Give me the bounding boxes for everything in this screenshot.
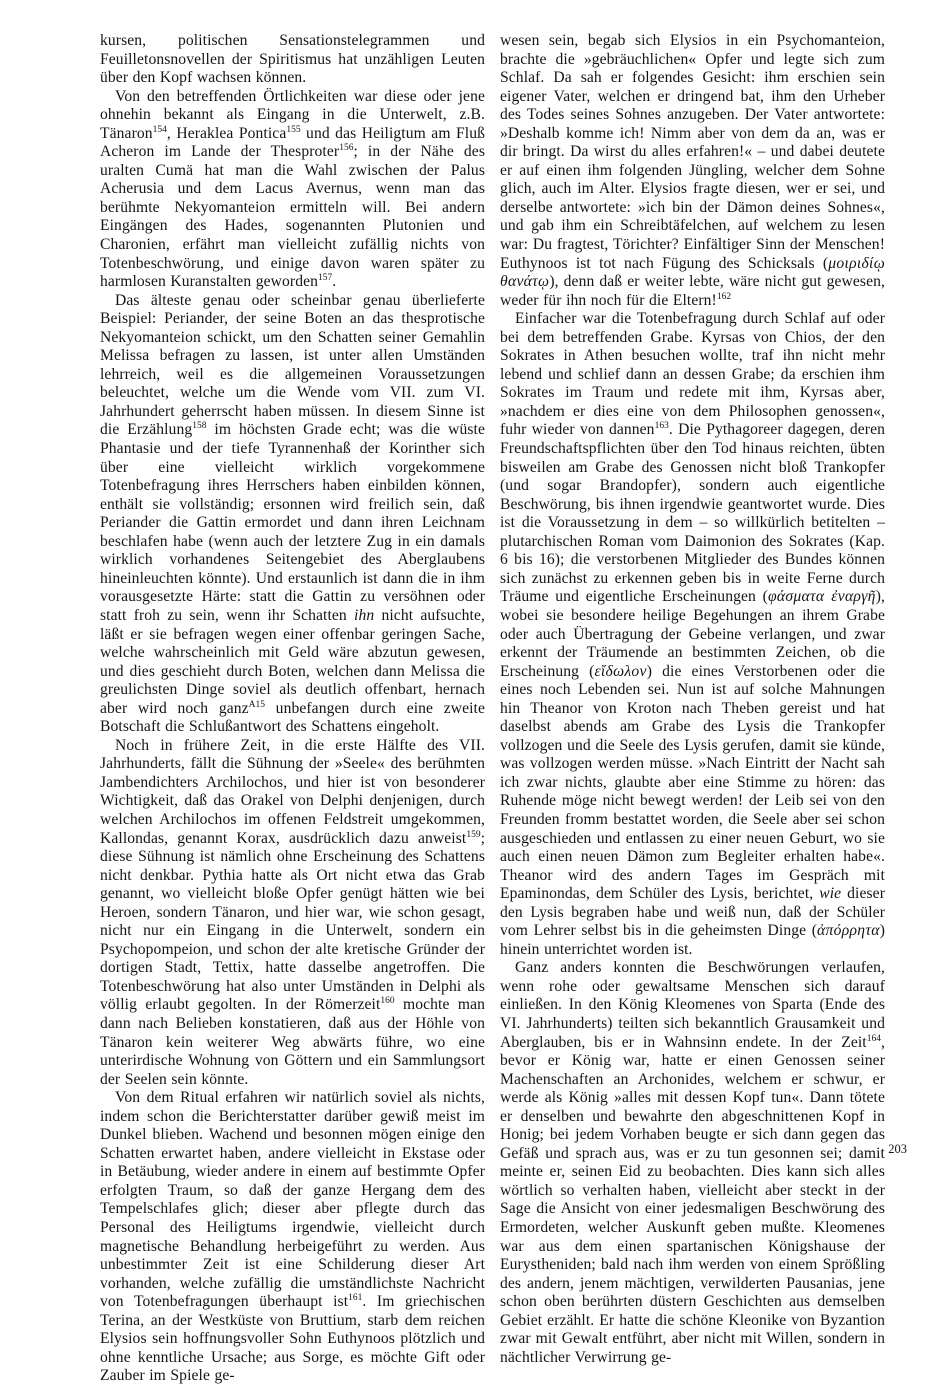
text-columns — [100, 32, 885, 1386]
paragraph: Das älteste genau oder scheinbar genau überlieferte Beispiel: Periander, der seine Boten an das thesprotische Nekyomanteion schickt, um den Schatten seiner Gemahlin Melissa befragen zu lassen, ist unter allen Umständen lehrreich, weil es die allgemeinen Voraussetzungen beleuchtet, welche um die Wende vom VII. zum VI. Jahrhundert geherrscht haben müssen. In diesem Sinne ist die Erzählung$^{158}$ im höchsten Grade echt; was die wüste Phantasie und der tiefe Tyrannenhaß der Korinther sich über eine vielleicht wirklich vorgekommene Totenbefragung ihres Herrschers haben einbilden können, enthält sie vollständig; ersonnen wird freilich sein, daß Periander die Gattin ermordet und dann ihren Leichnam beschlafen habe (wenn auch der letztere Zug in ein damals wirklich vorhandenes Seitengebiet des Aberglaubens hineinleuchten könnte). Und erstaunlich ist dann die in ihm vorausgesetzte Härte: statt die Gattin zu versöhnen oder statt froh zu sein, wenn ihr Schatten ihn nicht aufsuchte, läßt er sie befragen wegen einer offenbar geringen Sache, welche wahrscheinlich mit Geld wäre abzutun gewesen, und dies geschieht durch Boten, welchen dann Melissa die greulichsten Dinge soviel als deutlich offenbart, hernach aber wird noch ganz$^{A15}$ unbefangen durch eine zweite Botschaft die Schlußantwort des Schattens eingeholt. — [100, 291, 485, 736]
footnote-ref: 160 — [380, 996, 395, 1007]
right-column — [500, 32, 885, 1386]
footnote-ref: 155 — [286, 124, 301, 135]
paragraph: kursen, politischen Sensationstelegrammen und Feuilletonsnovellen der Spiritismus hat unzähligen Leuten über den Kopf wachsen können. — [100, 32, 485, 87]
paragraph: Ganz anders konnten die Beschwörungen verlaufen, wenn rohe oder gewaltsame Menschen sich darauf einließen. In den König Kleomenes von Sparta (Ende des VI. Jahrhunderts) teilten sich bekanntlich Grausamkeit und Aberglauben, bis er in Wahnsinn endete. In der Zeit$^{164}$, bevor er König war, hatte er einen Genossen seiner Machenschaften an Archonides, welchem er schwur, er werde als König »alles mit dessen Kopf tun«. Dann tötete er denselben und bewahrte den abgeschnittenen Kopf in Honig; bei jedem Vorhaben beugte er sich dann gegen das Gefäß und sprach aus, was er zu tun gesonnen sei; damit meinte er, seinen Eid zu beobachten. Dies kann sich alles wörtlich so verhalten haben, vielleicht aber steckt in der Sage die Ansicht von einer jedesmaligen Beschwörung des Ermordeten, welcher Auskunft geben mußte. Kleomenes war aus dem einen spartanischen Königshause der Eurystheniden; bald nach ihm werden von einem Sprößling des andern, jenem mächtigen, verwilderten Pausanias, jene schon oben berührten düstern Geschichten aus demselben Gebiet erzählt. Er hatte die schöne Kleonike von Byzantion zwar mit Gewalt entführt, aber nicht mit Willen, sondern in nächtlicher Verwirrung ge- — [500, 959, 885, 1366]
greek-phrase: φάσματα ἐναργῆ — [767, 588, 876, 606]
greek-phrase: ἀπόρρητα — [817, 922, 880, 940]
emphasis: ihn — [354, 606, 375, 624]
left-column — [100, 32, 485, 1386]
footnote-ref: 162 — [716, 291, 732, 302]
footnote-ref: 164 — [866, 1033, 881, 1044]
footnote-ref: 159 — [466, 829, 481, 840]
footnote-ref: 158 — [192, 421, 207, 432]
footnote-ref: 161 — [348, 1293, 363, 1303]
emphasis: wie — [819, 885, 842, 903]
greek-phrase: εἴδωλον — [594, 662, 647, 680]
paragraph: Noch in frühere Zeit, in die erste Hälfte des VII. Jahrhunderts, fällt die Sühnung der »Seele« des berühmten Jambendichters Archilochos, und hier ist von besonderer Wichtigkeit, daß das Orakel von Delphi denjenigen, durch welchen Archilochos im offenen Feldstreit umgekommen, Kallondas, genannt Korax, ausdrücklich dazu anweist$^{159}$; diese Sühnung ist nämlich ohne Erscheinung des Schattens nicht denkbar. Pythia hatte als Ort nicht etwa das Grab genannt, wo vielleicht bloße Opfer genügt hätten wie bei Heroen, sondern Tänaron, und hier war, wie schon gesagt, nicht nur ein Eingang in die Unterwelt, sondern ein Psychopompeion, und schon der alte kretische Gründer der dortigen Stadt, Tettix, hatte dasselbe angetroffen. Die Totenbeschwörung hat also unter Umständen in Delphi als völlig erlaubt gegolten. In der Römerzeit$^{160}$ mochte man dann nach Belieben konstatieren, daß aus der Höhle von Tänaron kein weiterer Weg abwärts führe, wo eine unterirdische Wohnung von Göttern und ein Sammlungsort der Seelen sein könnte. — [100, 736, 485, 1088]
paragraph: Von den betreffenden Örtlichkeiten war diese oder jene ohnehin bekannt als Eingang in die Unterwelt, z.B. Tänaron$^{154}$, Heraklea Pontica$^{155}$ und das Heiligtum am Fluß Acheron im Lande der Thesproter$^{156}$; in der Nähe des uralten Cumä hat man die Wahl zwischen der Palus Acherusia und dem Lacus Avernus, wenn man das berühmte Nekyomanteion ermitteln will. Bei andern Eingängen des Hades, sogenannten Plutonien und Charonien, erfährt man vielleicht zufällig nichts von Totenbeschwörung, und einige davon waren später zu harmlosen Kuranstalten geworden$^{157}$. — [100, 87, 485, 291]
page-number: 203 — [888, 1142, 907, 1156]
paragraph: Von dem Ritual erfahren wir natürlich soviel als nichts, indem schon die Berichterstatter darüber gewiß meist im Dunkel blieben. Wachend und besonnen mögen einige den Schatten erwartet haben, andere vielleicht in Ekstase oder in Betäubung, wieder andere in einem auf bestimmte Opfer erfolgten Traum, so daß der ganze Hergang dem des Tempelschlafes glich; dieser aber pflegte durch das Personal des Heiligtums irgendwie, vielleicht durch magnetische Behandlung herbeigeführt zu werden. Aus unbestimmter Zeit ist eine Schilderung dieser Art vorhanden, welche zufällig die umständlichste Nachricht von Totenbefragungen überhaupt ist$^{161}$. Im griechischen Terina, an der Westküste von Bruttium, starb dem reichen Elysios sein hoffnungsvoller Sohn Euthynoos plötzlich und ohne kenntliche Ursache; aus Sorge, es möchte Gift oder Zauber im Spiele ge- — [100, 1089, 485, 1385]
footnote-ref: 156 — [339, 143, 354, 154]
footnote-ref: 154 — [152, 124, 167, 135]
greek-phrase: μοιριδίῳ θανάτῳ — [500, 254, 885, 291]
footnote-ref: A15 — [248, 699, 266, 710]
footnote-ref: 163 — [654, 421, 669, 432]
paragraph: wesen sein, begab sich Elysios in ein Psychomanteion, brachte die »gebräuchlichen« Opfer und legte sich zum Schlaf. Da sah er folgendes Gesicht: ihm erschien sein eigener Vater, welchen er dringend bat, ihm den Urheber des Todes seines Sohnes anzugeben. Der Vater antwortete: »Deshalb komme ich! Nimm aber von dem da an, was er dir bringt. Da wirst du alles erfahren!« – und dabei deutete er auf einen ihm folgenden Jüngling, welcher dem Sohne glich, auch im Alter. Elysios fragte diesen, wer er sei, und derselbe antwortete: »ich bin der Dämon deines Sohnes«, und gab ihm ein Schreibtäfelchen, auf welchem zu lesen war: Du fragtest, Törichter? Einfältiger Sinn der Menschen! Euthynoos ist tot nach Fügung des Schicksals (μοιριδίῳ θανάτῳ), denn daß er weiter lebte, wäre nicht gut gewesen, weder für ihn noch für die Eltern!$^{162}$ — [500, 32, 885, 309]
footnote-ref: 157 — [318, 272, 333, 283]
paragraph: Einfacher war die Totenbefragung durch Schlaf auf oder bei dem betreffenden Grabe. Kyrsas von Chios, der den Sokrates in Athen besuchen wollte, traf ihn nicht mehr lebend und schlief dann an dessen Grabe; da erschien ihm Sokrates im Traum und redete mit ihm, Kyrsas aber, »nachdem er dies eine von dem Philosophen genossen«, fuhr wieder von dannen$^{163}$. Die Pythagoreer dagegen, deren Freundschaftspflichten über den Tod hinaus reichten, übten bisweilen am Grabe des Genossen nicht bloß Trankopfer (und sogar Brandopfer), sondern auch eigentliche Beschwörung, bis ihnen irgendwie geantwortet wurde. Dies ist die Voraussetzung in dem – so willkürlich betitelten – plutarchischen Roman vom Daimonion des Sokrates (Kap. 6 bis 16); die verstorbenen Mitglieder des Bundes können sich zunächst zu erkennen geben bis in weite Ferne durch Träume und eigentliche Erscheinungen (φάσματα ἐναργῆ), wobei sie besondere heilige Begehungen an ihrem Grabe oder auch Übertragung der Gebeine verlangen, und zwar erkennt der Träumende an bestimmten Zeichen, ob die Erscheinung (εἴδωλον) die eines Verstorbenen oder die eines noch Lebenden sei. Nun ist auf solche Mahnungen hin Theanor von Kroton nach Theben gereist und hat daselbst abends am Grabe des Lysis die Trankopfer vollzogen und die Seele des Lysis gerufen, damit sie künde, was vollzogen werden müsse. »Nach Eintritt der Nacht sah ich zwar nichts, glaubte aber eine Stimme zu hören: das Ruhende möge nicht bewegt werden! der Leib sei von den Freunden fromm bestattet worden, die Seele aber sei schon ausgeschieden und entlassen zu einer neuen Geburt, wo sie auch einen neuen Dämon zum Begleiter erhalten habe«. Theanor wird des andern Tages im Gespräch mit Epaminondas, dem Schüler des Lysis, berichtet, wie dieser den Lysis begraben habe und weiß nun, daß der Schüler vom Lehrer selbst bis in die geheimsten Dinge (ἀπόρρητα) hinein unterrichtet worden ist. — [500, 310, 886, 958]
